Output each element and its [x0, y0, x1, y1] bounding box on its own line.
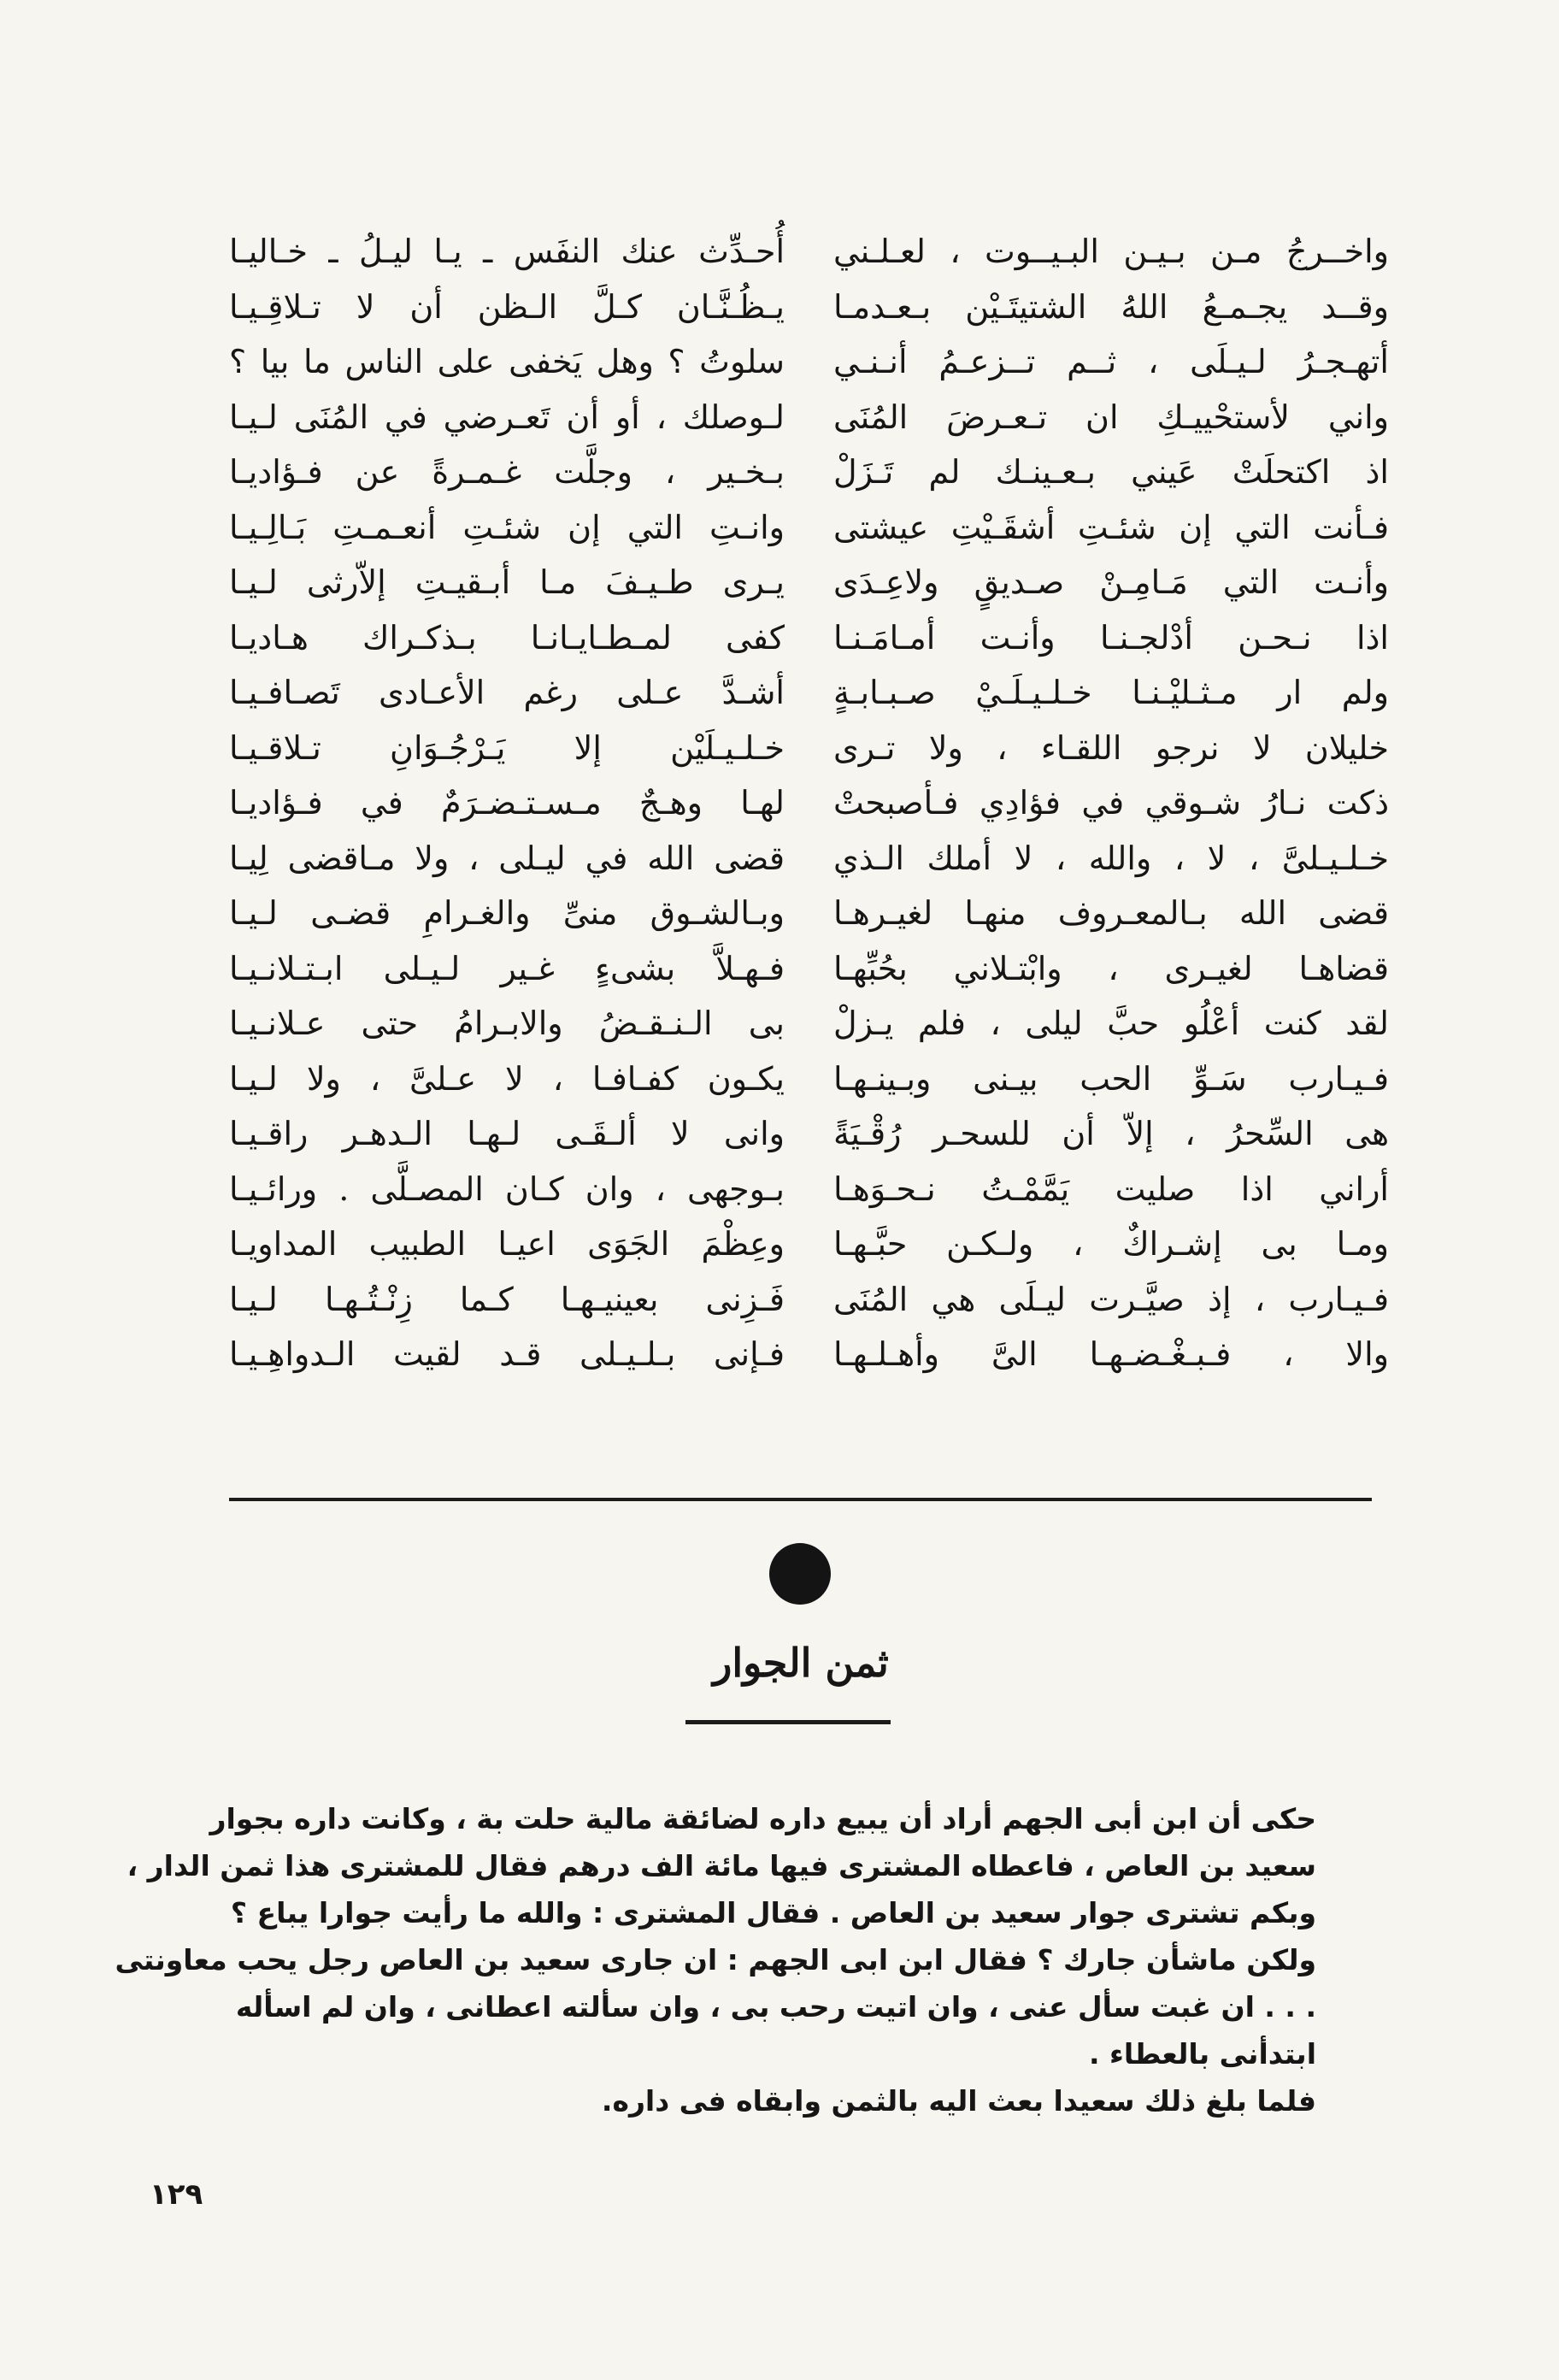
page-number: ١٢٩	[150, 2177, 203, 2212]
verse-line: واني لأستحْييـكِ ان تـعـرضَ المُنَى	[833, 398, 1389, 436]
verse-line: فـإنى بـلـيـلى قـد لقيت الـدواهِـيـا	[229, 1335, 785, 1373]
verse-line: وعِظْمَ الجَوَى اعيـا الطبيب المداويـا	[229, 1225, 785, 1263]
prose-line: ولكن ماشأن جارك ؟ فقال ابن ابى الجهم : ان جارى سعيد بن العاص رجل يحب معاونتى	[115, 1943, 1316, 1976]
verse-line: وانى لا ألـقَـى لـهـا الـدهـر راقـيـا	[229, 1115, 785, 1152]
verse-line: يـظُـنَّـان كـلَّ الـظن أن لا تـلاقِـيـا	[229, 287, 785, 326]
verse-line: يـرى طـيـفَ مـا أبـقيـتِ إلاّرثى لـيـا	[229, 563, 785, 601]
prose-line: . . . ان غبت سأل عنى ، وان اتيت رحب بى ، وان سألته اعطانى ، وان لم اسأله	[235, 1990, 1316, 2024]
verse-line: بـوجهى ، وان كـان المصـلَّى . ورائـيـا	[229, 1169, 785, 1208]
verse-line: أتهـجـرُ لـيـلَى ، ثــم تــزعـمُ أنـنـي	[833, 343, 1389, 380]
verse-line: بـخـير ، وجلَّت غـمـرةً عن فـؤاديـا	[229, 453, 785, 491]
verse-line: خليلان لا نرجو اللقـاء ، ولا تـرى	[833, 728, 1389, 767]
verse-line: أراني اذا صليت يَمَّمْـتُ نـحـوَهـا	[833, 1169, 1389, 1208]
verse-line: فـيـارب ، إذ صيَّـرت ليـلَى هي المُنَى	[833, 1280, 1389, 1318]
verse-line: أشـدَّ عـلى رغم الأعـادى تَصـافـيـا	[229, 674, 785, 711]
verse-line: لهـا وهـجٌ مـسـتـضـرَمٌ في فـؤاديـا	[229, 784, 785, 822]
section-title: ثمن الجوار	[713, 1640, 889, 1686]
title-underline	[685, 1720, 891, 1724]
section-ornament-dot	[769, 1543, 831, 1605]
prose-line: حكى أن ابن أبى الجهم أراد أن يبيع داره لضائقة مالية حلت بة ، وكانت داره بجوار	[209, 1802, 1316, 1835]
verse-line: ولم ار مـثـليْـنـا خـلـيـلَـيْ صـبـابـةٍ	[833, 674, 1389, 711]
verse-line: وأنـت التي مَـامِـنْ صـديقٍ ولاعِـدَى	[833, 563, 1389, 601]
prose-line: ابتدأنى بالعطاء .	[1088, 2037, 1316, 2071]
verse-line: فـيـارب سَـوِّ الحب بيـنى وبـينـهـا	[833, 1059, 1389, 1098]
verse-line: قضاهـا لغيـرى ، وابْتـلاني بحُبِّهـا	[833, 949, 1389, 987]
verse-line: فَـزِنى بعينيـهـا كـما زِنْـتُـهـا لـيـا	[229, 1280, 785, 1318]
verse-line: وانـتِ التي إن شئـتِ أنعـمـتِ بَـالِـيـا	[229, 508, 785, 546]
verse-line: خـلـيـلىَّ ، لا ، والله ، لا أملك الـذي	[833, 839, 1389, 877]
prose-line: سعيد بن العاص ، فاعطاه المشترى فيها مائة الف درهم فقال للمشترى هذا ثمن الدار ،	[126, 1849, 1316, 1882]
verse-line: ذكت نـارُ شـوقي في فؤادِي فـأصبحتْ	[833, 784, 1389, 822]
prose-line: فلما بلغ ذلك سعيدا بعث اليه بالثمن وابقاه فى داره.	[601, 2084, 1316, 2118]
verse-line: وقــد يجـمـعُ اللهُ الشتيتَـيْن بـعـدمـا	[833, 287, 1389, 326]
verse-line: اذا نـحـن أدْلجـنـا وأنـت أمـامَـنـا	[833, 618, 1389, 657]
section-divider	[229, 1498, 1372, 1501]
verse-line: وبـالشـوق منىِّ والغـرامِ قضـى لـيـا	[229, 894, 785, 932]
prose-line: وبكم تشترى جوار سعيد بن العاص . فقال المشترى : والله ما رأيت جوارا يباع ؟	[230, 1896, 1316, 1929]
anecdote-text	[115, 1795, 1316, 2124]
verse-line: فـهـلاَّ بشىءٍ غـير لـيـلى ابـتـلانـيـا	[229, 949, 785, 987]
poem-column-right	[833, 224, 1389, 1382]
verse-line: أُحـدِّث عنك النفَس ـ يـا ليـلُ ـ خـاليـا	[229, 233, 785, 270]
verse-line: اذ اكتحلَتْ عَيني بـعـينـك لم تَـزَلْ	[833, 453, 1389, 491]
verse-line: يكـون كفـافـا ، لا عـلىَّ ، ولا لـيـا	[229, 1059, 785, 1098]
verse-line: سلوتُ ؟ وهل يَخفى على الناس ما بيا ؟	[229, 343, 785, 380]
verse-line: واخــرجُ مـن بـيـن البـيــوت ، لعـلـني	[833, 233, 1389, 270]
verse-line: قضى الله في ليـلى ، ولا مـاقضى لِيـا	[229, 839, 785, 877]
verse-line: لقد كنت أعْلُو حبَّ ليلى ، فلم يـزلْ	[833, 1004, 1389, 1042]
verse-line: كفى لمـطـايـانـا بـذكـراك هـاديـا	[229, 618, 785, 657]
verse-line: فـأنت التي إن شئـتِ أشقَـيْتِ عيشتى	[833, 508, 1389, 546]
verse-line: ومـا بى إشـراكٌ ، ولـكـن حبَّـهـا	[833, 1225, 1389, 1263]
verse-line: والا ، فـبـغْـضـهـا الىَّ وأهـلـهـا	[833, 1335, 1389, 1373]
poem-column-left	[229, 224, 785, 1382]
verse-line: بى الـنـقـضُ والابـرامُ حتى عـلانـيـا	[229, 1004, 785, 1042]
verse-line: خـلـيـلَيْن إلا يَـرْجُـوَانِ تـلاقـيـا	[229, 728, 785, 767]
verse-line: هى السِّحرُ ، إلاّ أن للسحـر رُقْـيَةً	[833, 1115, 1389, 1152]
verse-line: قضى الله بـالمعـروف منهـا لغيـرهـا	[833, 894, 1389, 932]
verse-line: لـوصلك ، أو أن تَعـرضي في المُنَى لـيـا	[229, 398, 785, 436]
